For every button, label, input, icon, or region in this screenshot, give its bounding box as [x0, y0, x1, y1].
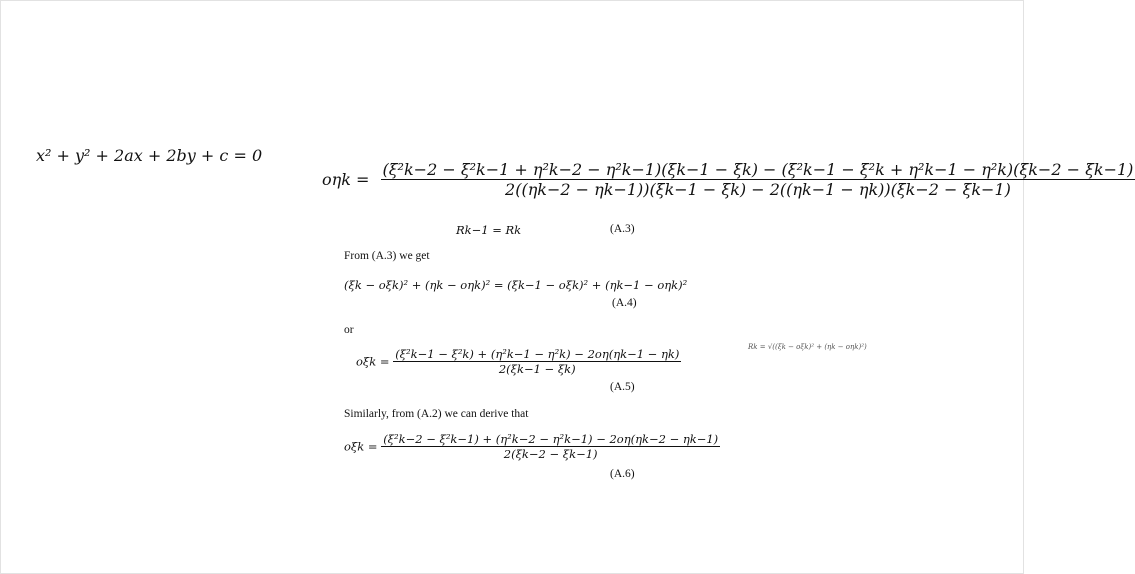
equation-number-a3: (A.3) — [610, 223, 635, 235]
equation-number-a5: (A.5) — [610, 381, 635, 393]
equation-a6-lhs: oξk = — [344, 439, 378, 454]
equation-a6-numerator: (ξ²k−2 − ξ²k−1) + (η²k−2 − η²k−1) − 2oη(ηk−2 − ηk−1) — [383, 432, 719, 446]
equation-a5 — [356, 347, 681, 376]
center-eta-fraction — [381, 160, 1135, 199]
equation-number-a6: (A.6) — [610, 468, 635, 480]
center-eta-equation — [322, 160, 1135, 199]
center-eta-denominator: 2((ηk−2 − ηk−1))(ξk−1 − ξk) − 2((ηk−1 − ηk))(ξk−2 − ξk−1) — [381, 179, 1135, 199]
equation-a5-fraction — [393, 347, 681, 376]
radius-formula: Rk = √((ξk − oξk)² + (ηk − oηk)²) — [748, 343, 867, 351]
text-similarly: Similarly, from (A.2) we can derive that — [344, 408, 529, 420]
equation-a5-numerator: (ξ²k−1 − ξ²k) + (η²k−1 − η²k) − 2oη(ηk−1 − ηk) — [395, 347, 680, 361]
text-or: or — [344, 324, 354, 336]
equation-a6-fraction — [381, 432, 720, 461]
equation-a5-denominator: 2(ξk−1 − ξk) — [393, 361, 681, 376]
circle-equation: x² + y² + 2ax + 2by + c = 0 — [36, 146, 263, 165]
center-eta-numerator: (ξ²k−2 − ξ²k−1 + η²k−2 − η²k−1)(ξk−1 − ξk) − (ξ²k−1 − ξ²k + η²k−1 − η²k)(ξk−2 − ξk−1) — [382, 160, 1134, 179]
equation-a4: (ξk − oξk)² + (ηk − oηk)² = (ξk−1 − oξk)² + (ηk−1 − oηk)² — [344, 278, 688, 292]
equation-a3: Rk−1 = Rk — [456, 223, 522, 237]
center-eta-lhs: oηk = — [322, 170, 370, 189]
equation-a6 — [344, 432, 720, 461]
equation-number-a4: (A.4) — [612, 297, 637, 309]
text-from-a3: From (A.3) we get — [344, 250, 430, 262]
equation-a5-lhs: oξk = — [356, 354, 390, 369]
equation-a6-denominator: 2(ξk−2 − ξk−1) — [381, 446, 720, 461]
